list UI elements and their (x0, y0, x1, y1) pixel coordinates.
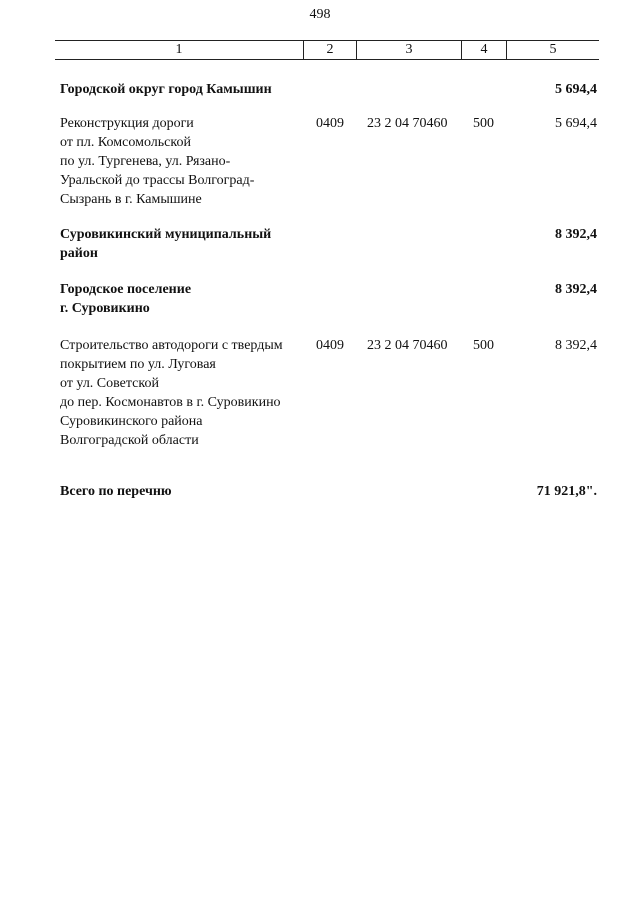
header-col-4: 4 (480, 42, 488, 57)
row-name: Городской округ город Камышин (60, 82, 272, 97)
page-number: 498 (309, 7, 331, 22)
row-name: Строительство автодороги с твердым покрытием по ул. Луговая от ул. Советской до пер. Космонавтов в г. Суровикино Суровикинского района Волгоградской области (60, 338, 283, 448)
header-col-1: 1 (175, 42, 183, 57)
row-col-4: 500 (473, 338, 494, 353)
row-name: Городское поселение г. Суровикино (60, 282, 192, 316)
row-amount: 8 392,4 (555, 338, 597, 353)
total-label: Всего по перечню (60, 484, 172, 499)
row-col-3: 23 2 04 70460 (367, 338, 448, 353)
header-col-3: 3 (405, 42, 413, 57)
row-col-2: 0409 (316, 338, 344, 353)
row-name: Суровикинский муниципальный район (60, 227, 272, 261)
table-header (55, 40, 599, 60)
row-amount: 8 392,4 (555, 227, 597, 242)
row-col-3: 23 2 04 70460 (367, 116, 448, 131)
header-col-5: 5 (549, 42, 557, 57)
row-name: Реконструкция дороги от пл. Комсомольской по ул. Тургенева, ул. Рязано- Уральской до трассы Волгоград- Сызрань в г. Камышине (60, 116, 255, 207)
row-amount: 5 694,4 (555, 116, 597, 131)
row-amount: 8 392,4 (555, 282, 597, 297)
row-amount: 5 694,4 (555, 82, 597, 97)
total-amount: 71 921,8". (536, 484, 597, 499)
row-col-2: 0409 (316, 116, 344, 131)
header-col-2: 2 (326, 42, 334, 57)
header-bottom-rule (55, 59, 599, 60)
row-col-4: 500 (473, 116, 494, 131)
